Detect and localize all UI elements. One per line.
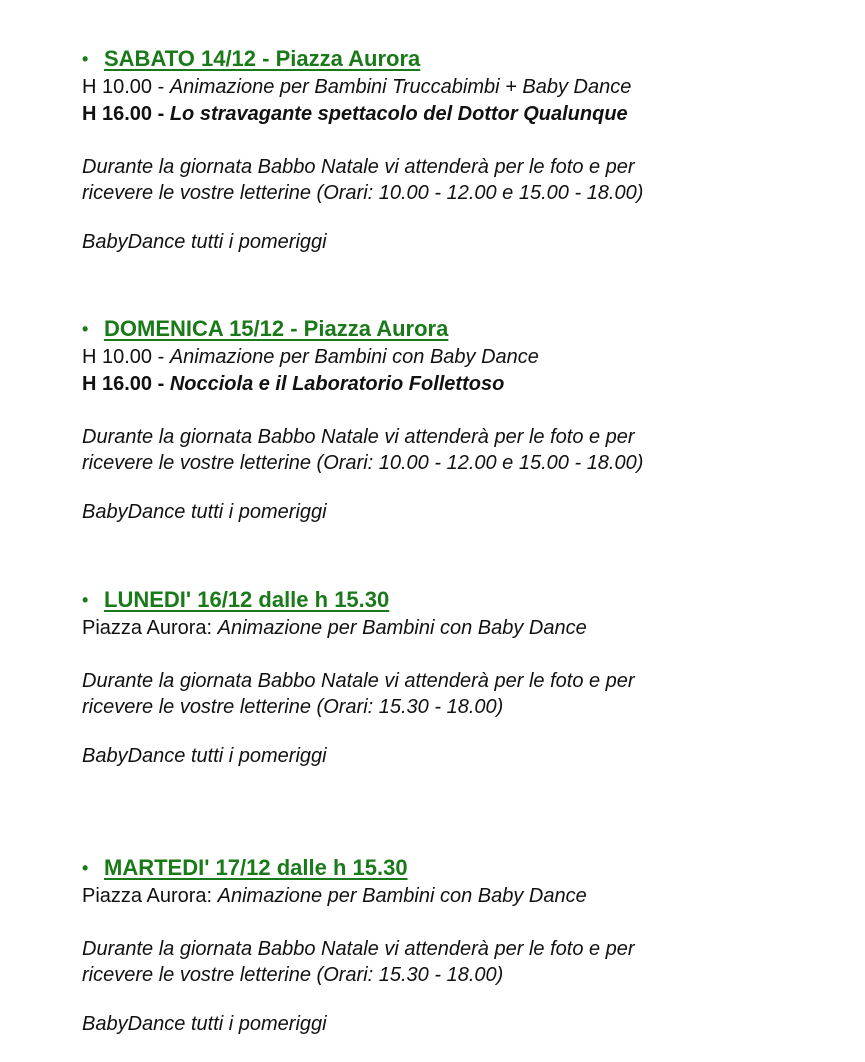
- schedule-time: H 10.00 -: [82, 76, 170, 98]
- schedule-line: [82, 101, 842, 128]
- event-lunedi: [82, 585, 842, 769]
- babbo-natale-text: ricevere le vostre letterine (Orari: 10.00 - 12.00 e 15.00 - 18.00): [82, 452, 644, 474]
- schedule-line: [82, 615, 842, 642]
- event-heading-row: [82, 585, 842, 615]
- schedule-description: Animazione per Bambini Truccabimbi + Baby Dance: [169, 76, 632, 98]
- schedule-time: H 16.00 -: [82, 373, 170, 395]
- schedule-line: [82, 371, 842, 398]
- babbo-natale-text: ricevere le vostre letterine (Orari: 10.00 - 12.00 e 15.00 - 18.00): [82, 182, 644, 204]
- babbo-natale-text: ricevere le vostre letterine (Orari: 15.30 - 18.00): [82, 696, 504, 718]
- schedule-description: Animazione per Bambini con Baby Dance: [169, 346, 539, 368]
- bullet-icon: •: [82, 49, 89, 69]
- schedule-location: Piazza Aurora:: [82, 617, 218, 639]
- babydance-note: BabyDance tutti i pomeriggi: [82, 1013, 327, 1035]
- bullet-icon: •: [82, 858, 89, 878]
- event-heading-link[interactable]: MARTEDI' 17/12 dalle h 15.30: [104, 855, 408, 880]
- babbo-natale-text: Durante la giornata Babbo Natale vi attenderà per le foto e per: [82, 156, 635, 178]
- schedule-description: Lo stravagante spettacolo del Dottor Qualunque: [169, 103, 628, 125]
- bullet-icon: •: [82, 319, 89, 339]
- schedule-line: [82, 344, 842, 371]
- schedule-location: Piazza Aurora:: [82, 885, 218, 907]
- babbo-natale-text: Durante la giornata Babbo Natale vi attenderà per le foto e per: [82, 938, 635, 960]
- event-heading-row: [82, 314, 842, 344]
- event-heading-link[interactable]: DOMENICA 15/12 - Piazza Aurora: [104, 316, 449, 341]
- event-martedi: [82, 853, 842, 1037]
- event-heading-link[interactable]: SABATO 14/12 - Piazza Aurora: [104, 46, 421, 71]
- schedule-line: [82, 883, 842, 910]
- schedule-time: H 10.00 -: [82, 346, 170, 368]
- babbo-natale-text: Durante la giornata Babbo Natale vi attenderà per le foto e per: [82, 426, 635, 448]
- schedule-description: Animazione per Bambini con Baby Dance: [217, 885, 587, 907]
- event-heading-link[interactable]: LUNEDI' 16/12 dalle h 15.30: [104, 587, 390, 612]
- schedule-line: [82, 74, 842, 101]
- babydance-note: BabyDance tutti i pomeriggi: [82, 231, 327, 253]
- bullet-icon: •: [82, 590, 89, 610]
- event-sabato: [82, 44, 842, 255]
- babbo-natale-text: ricevere le vostre letterine (Orari: 15.30 - 18.00): [82, 964, 504, 986]
- babydance-note: BabyDance tutti i pomeriggi: [82, 745, 327, 767]
- event-heading-row: [82, 853, 842, 883]
- event-heading-row: [82, 44, 842, 74]
- babydance-note: BabyDance tutti i pomeriggi: [82, 501, 327, 523]
- schedule-time: H 16.00 -: [82, 103, 170, 125]
- schedule-description: Animazione per Bambini con Baby Dance: [217, 617, 587, 639]
- babbo-natale-text: Durante la giornata Babbo Natale vi attenderà per le foto e per: [82, 670, 635, 692]
- event-domenica: [82, 314, 842, 525]
- schedule-description: Nocciola e il Laboratorio Follettoso: [169, 373, 505, 395]
